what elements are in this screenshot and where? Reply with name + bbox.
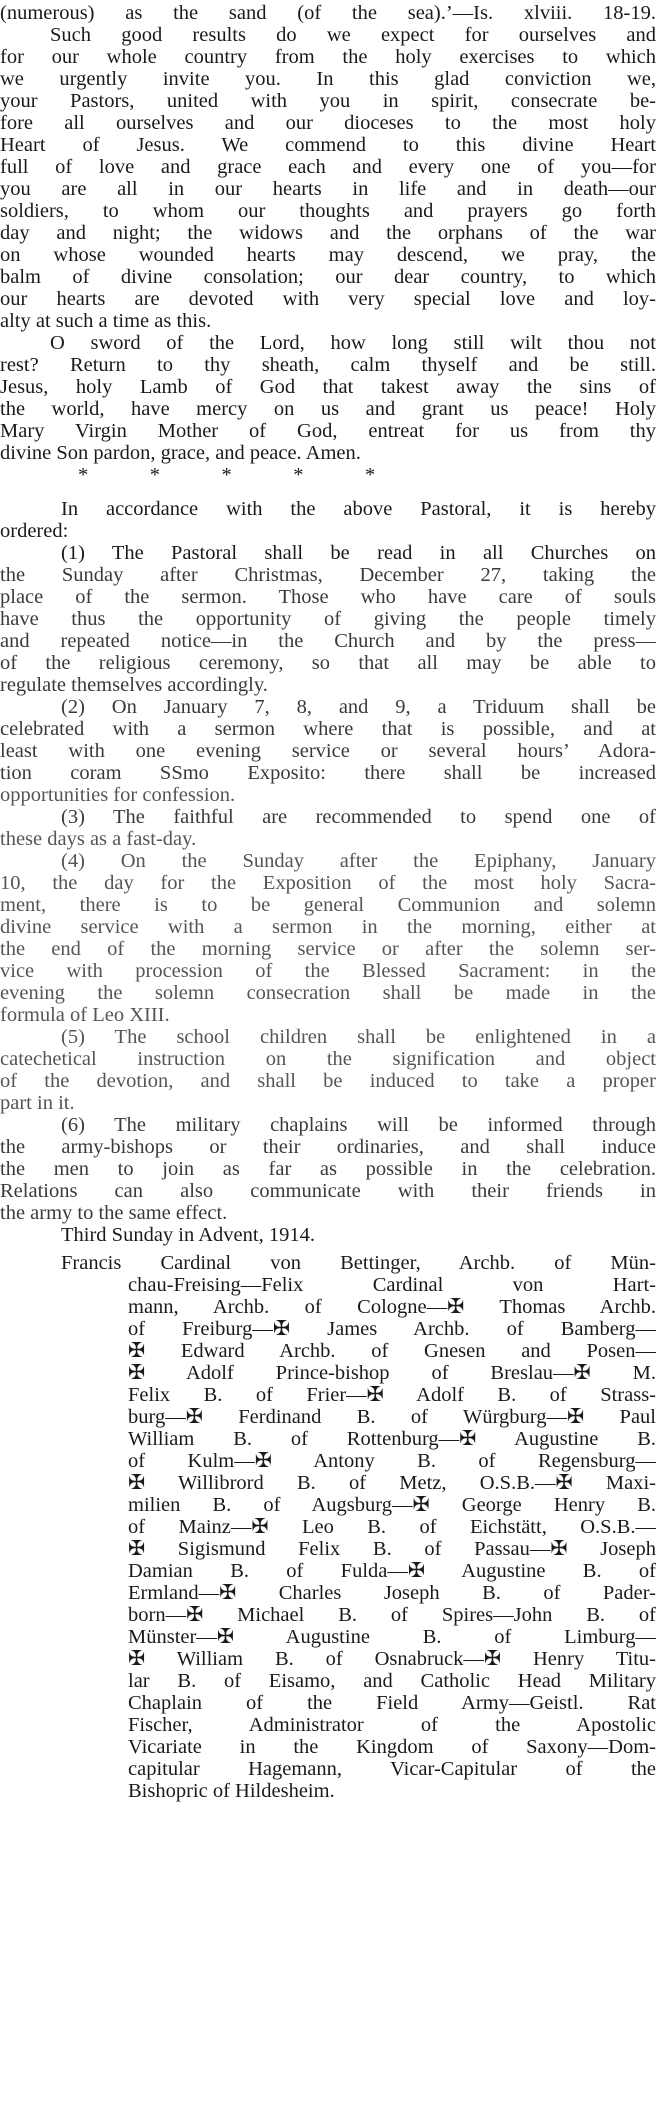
- date-line: Third Sunday in Advent, 1914.: [61, 1224, 315, 1246]
- text-line: catechetical instruction on the signification and object: [0, 1048, 656, 1070]
- signatory-line: born—✠ Michael B. of Spires—John B. of: [128, 1604, 656, 1626]
- text-line: evening the solemn consecration shall be made in the: [0, 982, 656, 1004]
- signatory-line: Bishopric of Hildesheim.: [128, 1780, 335, 1802]
- text-line: Heart of Jesus. We commend to this divine Heart: [0, 134, 656, 156]
- text-line: alty at such a time as this.: [0, 310, 212, 332]
- text-line: (3) The faithful are recommended to spend one of: [61, 806, 656, 828]
- signatory-line: Fischer, Administrator of the Apostolic: [128, 1714, 656, 1736]
- text-line: formula of Leo XIII.: [0, 1004, 170, 1026]
- text-line: vice with procession of the Blessed Sacrament: in the: [0, 960, 656, 982]
- signatory-line: milien B. of Augsburg—✠ George Henry B.: [128, 1494, 656, 1516]
- text-line: full of love and grace each and every one of you—for: [0, 156, 656, 178]
- text-line: our hearts are devoted with very special love and loy-: [0, 288, 656, 310]
- signatory-line: mann, Archb. of Cologne—✠ Thomas Archb.: [128, 1296, 656, 1318]
- signatory-line: of Freiburg—✠ James Archb. of Bamberg—: [128, 1318, 656, 1340]
- text-line: the world, have mercy on us and grant us peace! Holy: [0, 398, 656, 420]
- signatory-line: ✠ Edward Archb. of Gnesen and Posen—: [128, 1340, 656, 1362]
- text-line: ment, there is to be general Communion and solemn: [0, 894, 656, 916]
- signatory-line: ✠ Adolf Prince-bishop of Breslau—✠ M.: [128, 1362, 656, 1384]
- text-line: soldiers, to whom our thoughts and prayers go forth: [0, 200, 656, 222]
- text-line: (2) On January 7, 8, and 9, a Triduum shall be: [61, 696, 656, 718]
- text-line: 10, the day for the Exposition of the most holy Sacra-: [0, 872, 656, 894]
- text-line: (1) The Pastoral shall be read in all Churches on: [61, 542, 656, 564]
- text-line: you are all in our hearts in life and in death—our: [0, 178, 656, 200]
- section-break-asterisks: * * * * *: [78, 464, 376, 486]
- text-line: of the religious ceremony, so that all may be able to: [0, 652, 656, 674]
- text-line: tion coram SSmo Exposito: there shall be increased: [0, 762, 656, 784]
- text-line: (4) On the Sunday after the Epiphany, January: [61, 850, 656, 872]
- text-line: divine Son pardon, grace, and peace. Amen.: [0, 442, 361, 464]
- signatory-line: Ermland—✠ Charles Joseph B. of Pader-: [128, 1582, 656, 1604]
- signatory-line: Damian B. of Fulda—✠ Augustine B. of: [128, 1560, 656, 1582]
- signatory-line: ✠ Willibrord B. of Metz, O.S.B.—✠ Maxi-: [128, 1472, 656, 1494]
- text-line: O sword of the Lord, how long still wilt thou not: [50, 332, 656, 354]
- text-line: (numerous) as the sand (of the sea).’—Is. xlviii. 18-19.: [0, 2, 656, 24]
- signatory-line: ✠ Sigismund Felix B. of Passau—✠ Joseph: [128, 1538, 656, 1560]
- text-line: ordered:: [0, 520, 69, 542]
- signatory-line: of Kulm—✠ Antony B. of Regensburg—: [128, 1450, 656, 1472]
- text-line: place of the sermon. Those who have care of souls: [0, 586, 656, 608]
- text-line: your Pastors, united with you in spirit, consecrate be-: [0, 90, 656, 112]
- signatory-line: of Mainz—✠ Leo B. of Eichstätt, O.S.B.—: [128, 1516, 656, 1538]
- text-line: balm of divine consolation; our dear country, to which: [0, 266, 656, 288]
- signatory-line: Francis Cardinal von Bettinger, Archb. of Mün-: [61, 1252, 656, 1274]
- signatory-line: Felix B. of Frier—✠ Adolf B. of Strass-: [128, 1384, 656, 1406]
- signatory-line: Chaplain of the Field Army—Geistl. Rat: [128, 1692, 656, 1714]
- text-line: Mary Virgin Mother of God, entreat for us from thy: [0, 420, 656, 442]
- text-line: (5) The school children shall be enlightened in a: [61, 1026, 656, 1048]
- text-line: celebrated with a sermon where that is possible, and at: [0, 718, 656, 740]
- text-line: of the devotion, and shall be induced to take a proper: [0, 1070, 656, 1092]
- signatory-line: chau-Freising—Felix Cardinal von Hart-: [128, 1274, 656, 1296]
- text-line: In accordance with the above Pastoral, it is hereby: [61, 498, 656, 520]
- text-line: regulate themselves accordingly.: [0, 674, 268, 696]
- text-line: (6) The military chaplains will be informed through: [61, 1114, 656, 1136]
- text-line: have thus the opportunity of giving the people timely: [0, 608, 656, 630]
- text-line: we urgently invite you. In this glad conviction we,: [0, 68, 656, 90]
- text-line: part in it.: [0, 1092, 75, 1114]
- text-line: fore all ourselves and our dioceses to the most holy: [0, 112, 656, 134]
- signatory-line: Vicariate in the Kingdom of Saxony—Dom-: [128, 1736, 656, 1758]
- text-line: the army-bishops or their ordinaries, and shall induce: [0, 1136, 656, 1158]
- text-line: on whose wounded hearts may descend, we pray, the: [0, 244, 656, 266]
- text-line: the army to the same effect.: [0, 1202, 228, 1224]
- text-line: for our whole country from the holy exercises to which: [0, 46, 656, 68]
- signatory-line: capitular Hagemann, Vicar-Capitular of the: [128, 1758, 656, 1780]
- signatory-line: lar B. of Eisamo, and Catholic Head Military: [128, 1670, 656, 1692]
- text-line: and repeated notice—in the Church and by the press—: [0, 630, 656, 652]
- text-line: these days as a fast-day.: [0, 828, 197, 850]
- text-line: Such good results do we expect for ourselves and: [50, 24, 656, 46]
- text-line: the men to join as far as possible in the celebration.: [0, 1158, 656, 1180]
- text-line: day and night; the widows and the orphans of the war: [0, 222, 656, 244]
- text-line: opportunities for confession.: [0, 784, 236, 806]
- signatory-line: William B. of Rottenburg—✠ Augustine B.: [128, 1428, 656, 1450]
- signatory-line: ✠ William B. of Osnabruck—✠ Henry Titu-: [128, 1648, 656, 1670]
- text-line: Relations can also communicate with their friends in: [0, 1180, 656, 1202]
- text-line: Jesus, holy Lamb of God that takest away the sins of: [0, 376, 656, 398]
- signatory-line: burg—✠ Ferdinand B. of Würgburg—✠ Paul: [128, 1406, 656, 1428]
- signatory-line: Münster—✠ Augustine B. of Limburg—: [128, 1626, 656, 1648]
- text-line: the end of the morning service or after the solemn ser-: [0, 938, 656, 960]
- text-line: divine service with a sermon in the morning, either at: [0, 916, 656, 938]
- text-line: least with one evening service or several hours’ Adora-: [0, 740, 656, 762]
- text-line: rest? Return to thy sheath, calm thyself and be still.: [0, 354, 656, 376]
- text-line: the Sunday after Christmas, December 27, taking the: [0, 564, 656, 586]
